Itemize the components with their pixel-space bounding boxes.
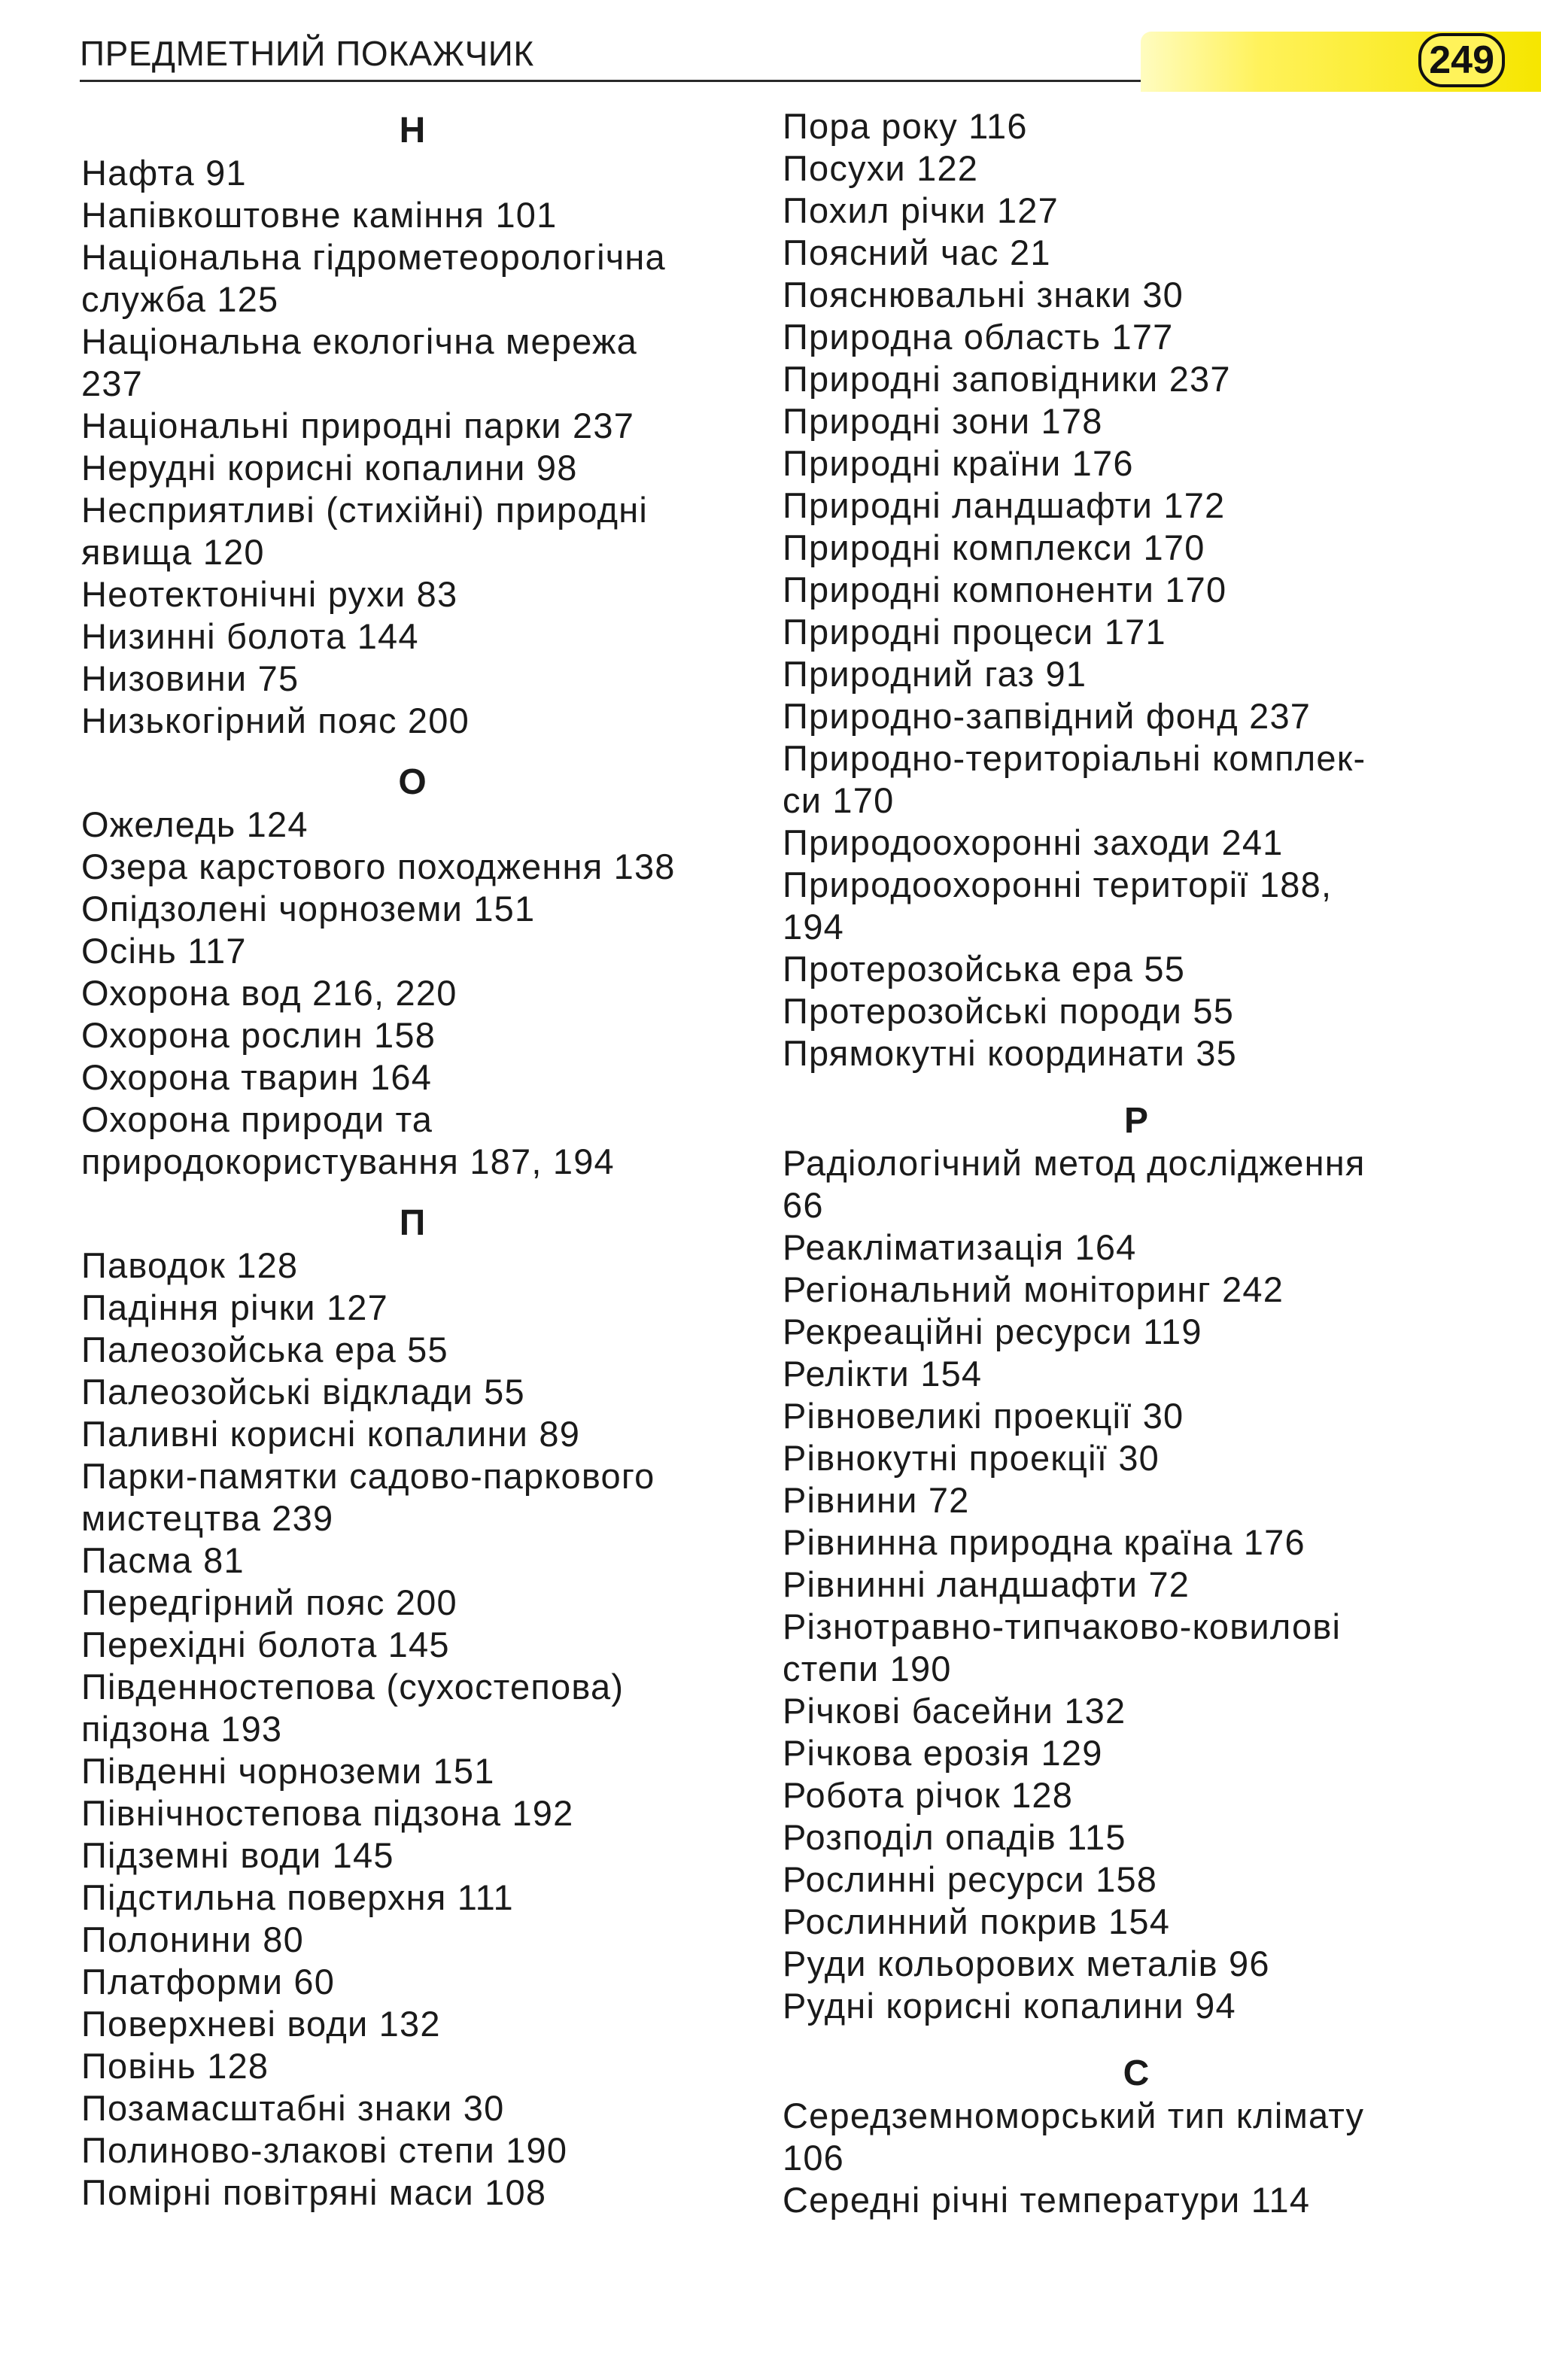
index-entry: Перехідні болота 145	[81, 1625, 450, 1664]
index-entry: Природні комплекси 170	[783, 527, 1205, 567]
index-entry: Північностепова підзона 192	[81, 1793, 574, 1833]
index-section	[81, 1202, 743, 2214]
index-entry: Природно-територіальні комплек- си 170	[783, 738, 1366, 820]
index-entry: Низовини 75	[81, 658, 299, 698]
index-entry: Природна область 177	[783, 317, 1174, 357]
index-entry: Передгірний пояс 200	[81, 1582, 457, 1622]
index-entry: Протерозойська ера 55	[783, 949, 1186, 989]
index-column-left	[81, 105, 743, 2214]
index-entry: Охорона рослин 158	[81, 1015, 436, 1055]
index-entry: Неотектонічні рухи 83	[81, 574, 458, 614]
index-entry: Національна екологічна мережа 237	[81, 321, 637, 403]
index-entry: Природні заповідники 237	[783, 359, 1231, 399]
index-entry: Природно-запвідний фонд 237	[783, 696, 1312, 736]
index-entry: Рівнинні ландшафти 72	[783, 1564, 1190, 1604]
index-entry: Природні зони 178	[783, 401, 1103, 441]
index-entry: Паливні корисні копалини 89	[81, 1414, 581, 1454]
index-entry: Рослинний покрив 154	[783, 1901, 1171, 1941]
index-entry: Нафта 91	[81, 153, 247, 193]
index-entry: Похил річки 127	[783, 190, 1059, 230]
index-entry: Охорона тварин 164	[81, 1057, 433, 1097]
index-entry: Позамасштабні знаки 30	[81, 2088, 505, 2128]
section-letter-heading: Р	[1123, 1101, 1148, 1141]
index-entry: Природний газ 91	[783, 654, 1087, 694]
index-entry: Осінь 117	[81, 931, 247, 971]
index-entry: Поверхневі води 132	[81, 2004, 441, 2044]
index-entry: Робота річок 128	[783, 1775, 1074, 1815]
index-entry: Рослинні ресурси 158	[783, 1859, 1158, 1899]
index-entry: Національна гідрометеорологічна служба 125	[81, 237, 666, 319]
index-section	[81, 110, 743, 742]
index-entry: Пора року 116	[783, 106, 1028, 146]
index-entry: Протерозойські породи 55	[783, 991, 1235, 1031]
index-entry: Природоохоронні заходи 241	[783, 822, 1284, 862]
section-letter-heading: О	[398, 762, 427, 802]
index-entry: Нерудні корисні копалини 98	[81, 448, 578, 488]
index-entry: Несприятливі (стихійні) природні явища 120	[81, 490, 649, 572]
index-entry: Регіональний моніторинг 242	[783, 1269, 1284, 1309]
index-entry: Напівкоштовне каміння 101	[81, 195, 558, 235]
index-entry: Рівнини 72	[783, 1480, 970, 1520]
index-entry: Природоохоронні території 188, 194	[783, 865, 1333, 947]
index-section	[783, 2053, 1490, 2221]
index-entry: Природні компоненти 170	[783, 570, 1227, 609]
index-entry: Рівнокутні проекції 30	[783, 1438, 1160, 1478]
index-entry: Руди кольорових металів 96	[783, 1944, 1270, 1983]
header-highlight-band	[1141, 32, 1541, 92]
index-entry: Радіологічний метод дослідження 66	[783, 1143, 1366, 1225]
index-entry: Національні природні парки 237	[81, 406, 635, 445]
index-entry: Реакліматизація 164	[783, 1227, 1137, 1267]
index-entry: Поясний час 21	[783, 233, 1051, 272]
index-entry: Розподіл опадів 115	[783, 1817, 1126, 1857]
index-entry: Південностепова (сухостепова) підзона 193	[81, 1667, 625, 1749]
index-entry: Рівнинна природна країна 176	[783, 1522, 1305, 1562]
index-entry: Середні річні температури 114	[783, 2180, 1311, 2220]
index-entry: Повінь 128	[81, 2046, 269, 2086]
section-letter-heading: Н	[399, 111, 426, 150]
index-entry: Релікти 154	[783, 1354, 983, 1394]
index-entry: Підземні води 145	[81, 1835, 394, 1875]
section-letter-heading: П	[399, 1203, 426, 1243]
index-entry: Паводок 128	[81, 1245, 299, 1285]
index-entry: Охорона вод 216, 220	[81, 973, 457, 1013]
index-entry: Різнотравно-типчаково-ковилові степи 190	[783, 1606, 1342, 1688]
index-entry: Річкова ерозія 129	[783, 1733, 1103, 1773]
index-entry: Палеозойські відклади 55	[81, 1372, 525, 1412]
index-entry: Природні країни 176	[783, 443, 1134, 483]
index-entry: Озера карстового походження 138	[81, 847, 676, 886]
index-entry: Охорона природи та природокористування 187, 194	[81, 1099, 615, 1181]
index-entry: Ожеледь 124	[81, 804, 309, 844]
index-entry: Природні ландшафти 172	[783, 485, 1226, 525]
index-entry: Посухи 122	[783, 148, 979, 188]
index-section	[783, 1100, 1490, 2027]
index-entry: Рудні корисні копалини 94	[783, 1986, 1236, 2026]
index-entry: Південні чорноземи 151	[81, 1751, 495, 1791]
index-entry: Опідзолені чорноземи 151	[81, 889, 536, 929]
index-entry: Низинні болота 144	[81, 616, 419, 656]
index-entry: Палеозойська ера 55	[81, 1330, 448, 1369]
index-entry: Рівновеликі проекції 30	[783, 1396, 1184, 1436]
index-entry: Підстильна поверхня 111	[81, 1877, 514, 1917]
section-letter-heading: С	[1123, 2053, 1150, 2093]
index-entry: Падіння річки 127	[81, 1287, 388, 1327]
index-section	[81, 761, 743, 1183]
index-section	[783, 105, 1490, 1074]
page-number: 249	[1418, 33, 1505, 87]
header-rule	[80, 80, 1141, 82]
page-title: ПРЕДМЕТНИЙ ПОКАЖЧИК	[80, 34, 534, 73]
index-entry: Прямокутні координати 35	[783, 1033, 1237, 1073]
index-entry: Полиново-злакові степи 190	[81, 2130, 568, 2170]
index-entry: Помірні повітряні маси 108	[81, 2172, 547, 2212]
index-entry: Низькогірний пояс 200	[81, 701, 470, 740]
index-entry: Природні процеси 171	[783, 612, 1166, 652]
index-column-right	[783, 105, 1490, 2221]
index-entry: Парки-памятки садово-паркового мистецтва 239	[81, 1456, 655, 1538]
page-header	[80, 27, 1541, 87]
index-entry: Рекреаційні ресурси 119	[783, 1312, 1202, 1351]
index-entry: Пояснювальні знаки 30	[783, 275, 1184, 315]
index-entry: Пасма 81	[81, 1540, 245, 1580]
index-entry: Полонини 80	[81, 1920, 304, 1959]
index-entry: Середземноморський тип клімату 106	[783, 2096, 1365, 2178]
index-entry: Річкові басейни 132	[783, 1691, 1126, 1731]
index-entry: Платформи 60	[81, 1962, 336, 2002]
